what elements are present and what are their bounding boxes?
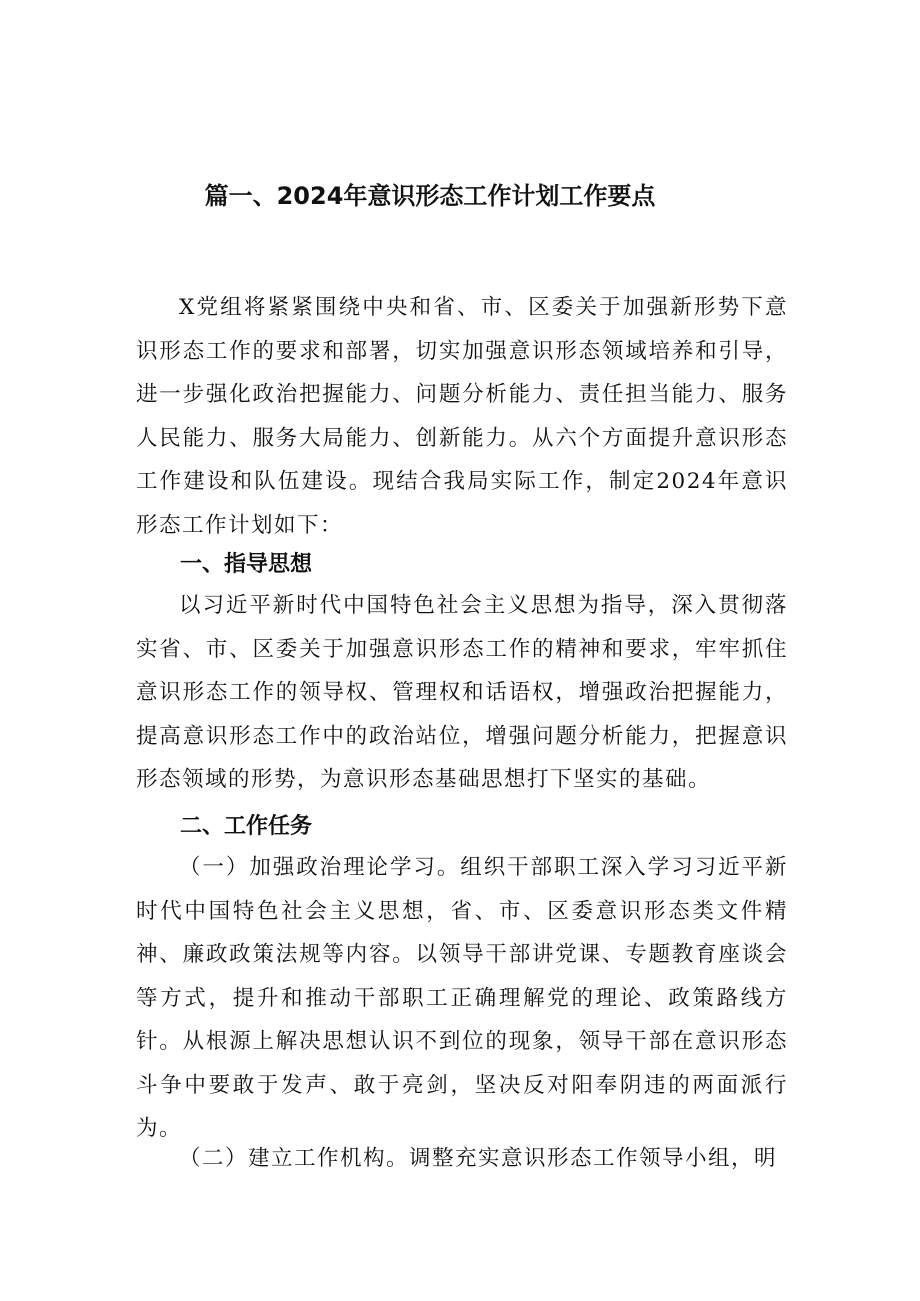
intro-paragraph: X党组将紧紧围绕中央和省、市、区委关于加强新形势下意识形态工作的要求和部署，切实加强意识形态领域培养和引导，进一步强化政治把握能力、问题分析能力、责任担当能力、服务人民能力、服务大局能力、创新能力。从六个方面提升意识形态工作建设和队伍建设。现结合我局实际工作，制定2024年意识形态工作计划如下：	[136, 295, 788, 538]
task-item-1-paragraph: （一）加强政治理论学习。组织干部职工深入学习习近平新时代中国特色社会主义思想，省、市、区委意识形态类文件精神、廉政政策法规等内容。以领导干部讲党课、专题教育座谈会等方式，提升和推动干部职工正确理解党的理论、政策路线方针。从根源上解决思想认识不到位的现象，领导干部在意识形态斗争中要敢于发声、敢于亮剑，坚决反对阳奉阴违的两面派行为。	[136, 855, 788, 1141]
task-item-2-paragraph: （二）建立工作机构。调整充实意识形态工作领导小组，明	[179, 1146, 778, 1171]
section-heading-guiding-ideology: 一、指导思想	[180, 552, 313, 577]
guiding-ideology-paragraph: 以习近平新时代中国特色社会主义思想为指导，深入贯彻落实省、市、区委关于加强意识形态工作的精神和要求，牢牢抓住意识形态工作的领导权、管理权和话语权，增强政治把握能力，提高意识形态工作中的政治站位，增强问题分析能力，把握意识形态领域的形势，为意识形态基础思想打下坚实的基础。	[136, 593, 788, 792]
document-title: 篇一、2024年意识形态工作计划工作要点	[204, 182, 656, 210]
section-heading-work-tasks: 二、工作任务	[180, 814, 313, 839]
